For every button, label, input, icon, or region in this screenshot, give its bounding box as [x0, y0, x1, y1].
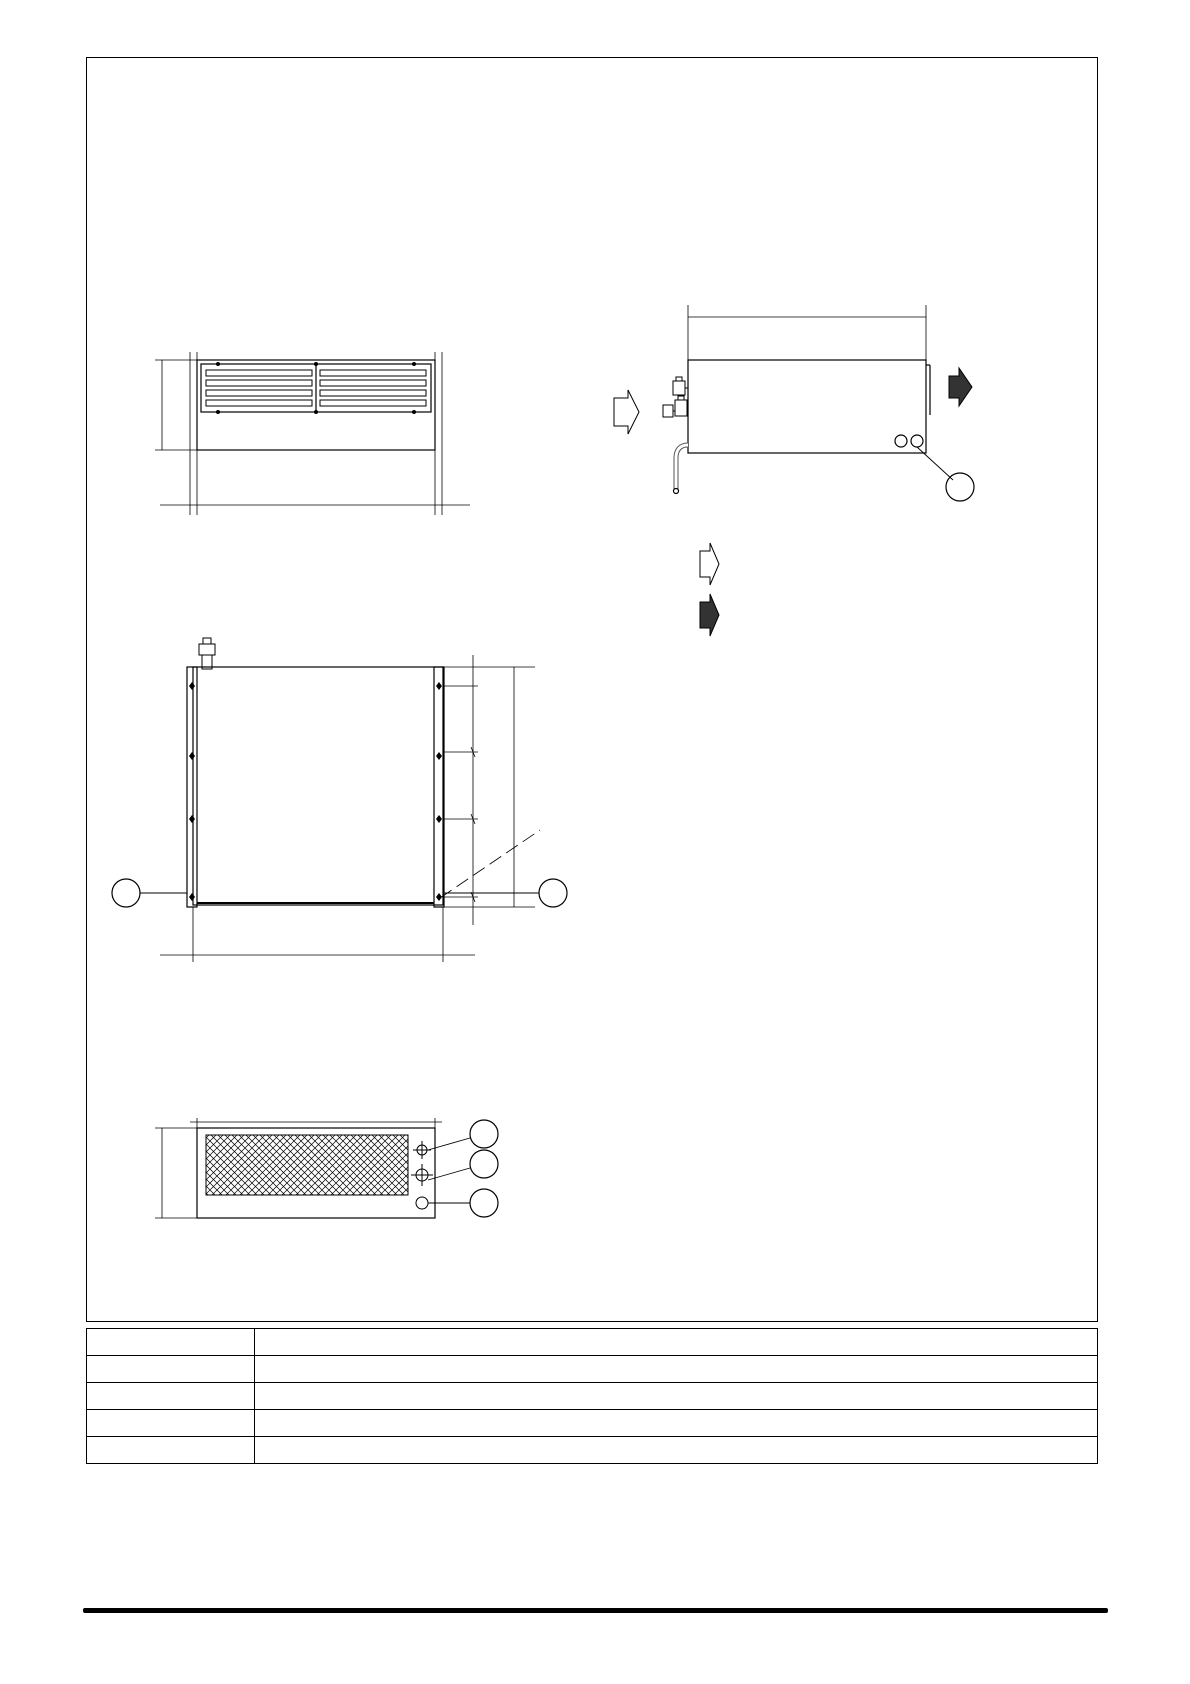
top-view-grille [155, 352, 470, 515]
table-cell-key [87, 1329, 255, 1356]
table-cell-value [255, 1437, 1098, 1464]
outlet-arrow-icon [949, 368, 972, 406]
front-view-dimensions [160, 655, 535, 962]
legend-outlet-icon [700, 594, 719, 636]
legend-inlet-icon [700, 543, 719, 585]
side-port-right [911, 435, 923, 447]
pipe-fittings [663, 377, 688, 417]
table-row [87, 1383, 1098, 1410]
front-view-casing [193, 667, 443, 905]
left-flange [187, 667, 197, 907]
table-cell-value [255, 1383, 1098, 1410]
table-row [87, 1437, 1098, 1464]
side-view-dimension [688, 305, 926, 360]
side-view [614, 305, 974, 501]
rear-top-callout-bubble [470, 1120, 498, 1148]
table-cell-value [255, 1329, 1098, 1356]
air-flow-legend [700, 543, 719, 636]
rear-middle-callout-bubble [470, 1150, 498, 1178]
table-cell-value [255, 1356, 1098, 1383]
top-fitting [199, 638, 215, 669]
rear-view [155, 1118, 498, 1218]
table-cell-value [255, 1410, 1098, 1437]
side-view-casing [688, 360, 926, 453]
inlet-arrow-icon [614, 390, 639, 434]
side-port-left [895, 435, 907, 447]
spec-table [86, 1328, 1098, 1464]
footer-rule [83, 1608, 1108, 1613]
table-cell-key [87, 1410, 255, 1437]
table-row [87, 1410, 1098, 1437]
dashed-leader [440, 830, 540, 898]
table-cell-key [87, 1383, 255, 1410]
front-view [112, 638, 567, 962]
table-cell-key [87, 1437, 255, 1464]
side-callout-leader [917, 447, 953, 480]
flange-screws [189, 682, 442, 901]
rear-fittings [411, 1141, 433, 1209]
side-callout-bubble [946, 473, 974, 501]
table-cell-key [87, 1356, 255, 1383]
rear-bottom-callout-bubble [470, 1189, 498, 1217]
front-left-callout-bubble [112, 879, 140, 907]
front-right-callout-bubble [539, 879, 567, 907]
rear-filter-mesh [206, 1135, 408, 1195]
table-row [87, 1329, 1098, 1356]
table-row [87, 1356, 1098, 1383]
